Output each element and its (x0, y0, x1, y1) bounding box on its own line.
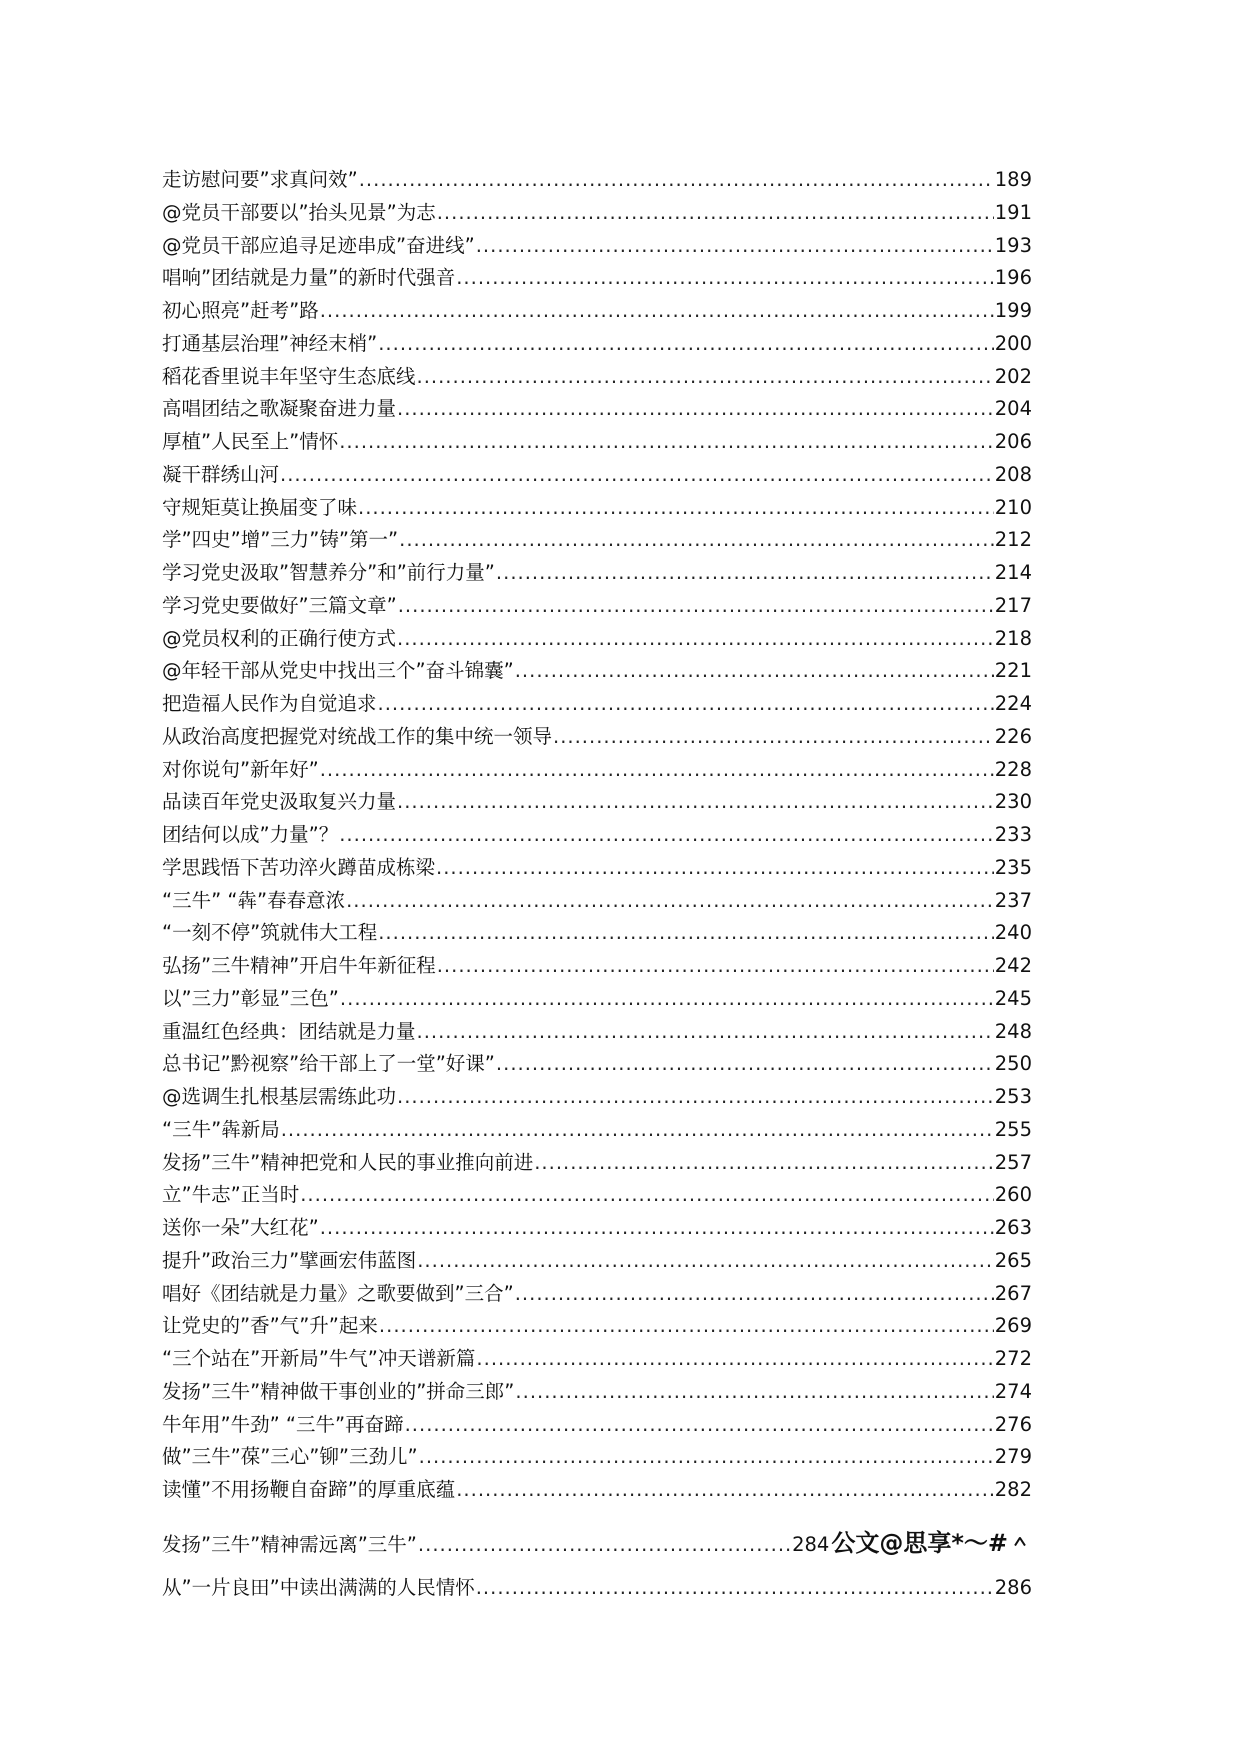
toc-leader-dots (397, 397, 994, 420)
toc-leader-dots (339, 823, 994, 846)
toc-entry-page: 248 (994, 1019, 1032, 1043)
toc-entry-title: 总书记”黔视察”给干部上了一堂”好课” (162, 1052, 495, 1076)
toc-entry[interactable] (162, 197, 1032, 230)
toc-entry-title: 凝干群绣山河 (162, 462, 280, 486)
toc-leader-dots (436, 856, 994, 879)
toc-leader-dots (456, 1478, 994, 1501)
toc-entry-page: 282 (994, 1478, 1032, 1501)
toc-leader-dots (300, 1183, 994, 1206)
toc-entry-page: 267 (994, 1281, 1032, 1305)
toc-entry-title: 从”一片良田”中读出满满的人民情怀 (162, 1575, 475, 1599)
toc-entry-title: 弘扬”三牛精神”开启牛年新征程 (162, 954, 436, 977)
toc-entry[interactable] (162, 459, 1032, 492)
toc-entry-page: 233 (994, 823, 1032, 846)
toc-entry[interactable] (162, 1147, 1032, 1180)
toc-entry[interactable] (162, 950, 1032, 983)
toc-entry-title: 团结何以成”力量”？ (162, 823, 339, 846)
toc-entry-title: 唱响”团结就是力量”的新时代强音 (162, 266, 456, 290)
toc-entry-title: 发扬”三牛”精神把党和人民的事业推向前进 (162, 1150, 534, 1174)
toc-leader-dots (379, 1314, 994, 1337)
toc-entry-title: “一刻不停”筑就伟大工程 (162, 921, 378, 945)
toc-entry-page: 265 (994, 1248, 1032, 1272)
toc-entry[interactable] (162, 688, 1032, 721)
toc-entry-page: 191 (994, 200, 1032, 224)
toc-entry-page: 263 (994, 1216, 1032, 1239)
toc-entry[interactable] (162, 1114, 1032, 1147)
toc-entry-page: 257 (994, 1150, 1032, 1174)
toc-entry-page: 269 (994, 1314, 1032, 1338)
toc-entry-title: 牛年用”牛劲” “三牛”再奋蹄 (162, 1412, 404, 1436)
toc-entry[interactable] (162, 590, 1032, 623)
toc-entry-title: 把造福人民作为自觉追求 (162, 692, 377, 715)
toc-entry[interactable] (162, 262, 1032, 295)
toc-entry[interactable] (162, 1310, 1032, 1343)
toc-entry[interactable] (162, 819, 1032, 852)
toc-entry[interactable] (162, 361, 1032, 394)
toc-leader-dots (437, 954, 994, 977)
toc-entry-title: 发扬”三牛”精神需远离”三牛” (162, 1532, 417, 1556)
toc-entry-page: 274 (994, 1379, 1032, 1403)
toc-leader-dots (281, 1118, 994, 1141)
toc-entry[interactable] (162, 786, 1032, 819)
toc-entry-title: 重温红色经典：团结就是力量 (162, 1019, 416, 1043)
toc-leader-dots (320, 299, 994, 322)
toc-leader-dots (397, 790, 994, 813)
toc-entry[interactable] (162, 655, 1032, 688)
toc-entry-title: “三牛”犇新局 (162, 1117, 280, 1141)
toc-entry-page: 206 (994, 430, 1032, 453)
toc-entry-page: 279 (994, 1445, 1032, 1469)
toc-leader-dots (378, 692, 994, 715)
toc-entry[interactable] (162, 1081, 1032, 1114)
toc-entry-page: 255 (994, 1117, 1032, 1141)
toc-entry[interactable] (162, 230, 1032, 263)
toc-leader-dots (419, 1445, 994, 1468)
toc-entry-page: 217 (994, 593, 1032, 617)
toc-entry-page: 240 (994, 921, 1032, 945)
toc-entry-title: 对你说句”新年好” (162, 757, 319, 781)
toc-entry[interactable] (162, 623, 1032, 656)
toc-entry-page: 199 (994, 299, 1032, 322)
toc-entry-title: 提升”政治三力”擘画宏伟蓝图 (162, 1248, 417, 1272)
toc-leader-dots (456, 266, 994, 289)
toc-entry[interactable] (162, 917, 1032, 950)
toc-entry-title: “三个站在”开新局”牛气”冲天谱新篇 (162, 1347, 476, 1370)
toc-entry[interactable] (162, 1572, 1032, 1605)
toc-entry[interactable] (162, 721, 1032, 754)
toc-entry-page: 228 (994, 757, 1032, 781)
toc-entry[interactable] (162, 1343, 1032, 1376)
toc-entry[interactable] (162, 885, 1032, 918)
toc-leader-dots (417, 1249, 994, 1272)
toc-entry-page: 253 (994, 1085, 1032, 1108)
toc-leader-dots (378, 332, 994, 355)
toc-entry-title: 让党史的”香”气”升”起来 (162, 1314, 378, 1338)
toc-leader-dots (359, 168, 994, 191)
toc-leader-dots (378, 921, 994, 944)
toc-entry[interactable] (162, 1212, 1032, 1245)
toc-entry-page: 276 (994, 1412, 1032, 1436)
toc-entry[interactable] (162, 1245, 1032, 1278)
toc-entry-title: 以”三力”彰显”三色” (162, 986, 339, 1010)
toc-entry[interactable] (162, 852, 1032, 885)
toc-leader-dots (553, 725, 994, 748)
toc-leader-dots (346, 889, 994, 912)
toc-leader-dots (399, 528, 994, 551)
toc-entry-page: 235 (994, 855, 1032, 879)
toc-leader-dots (534, 1151, 994, 1174)
toc-entry-title: @党员干部应追寻足迹串成”奋进线” (162, 233, 475, 257)
toc-entry-title: 守规矩莫让换届变了味 (162, 495, 358, 519)
toc-entry-page: 245 (994, 986, 1032, 1010)
toc-entry[interactable] (162, 1278, 1032, 1311)
toc-entry-title: 初心照亮”赶考”路 (162, 299, 319, 322)
toc-entry[interactable] (162, 1048, 1032, 1081)
toc-leader-dots (515, 1380, 993, 1403)
toc-entry-page: 237 (994, 888, 1032, 912)
toc-leader-dots (476, 1347, 993, 1370)
toc-leader-dots (417, 365, 994, 388)
toc-entry[interactable] (162, 1016, 1032, 1049)
toc-entry[interactable] (162, 426, 1032, 459)
toc-entry[interactable] (162, 983, 1032, 1016)
toc-entry-page: 214 (994, 561, 1032, 584)
toc-entry-page: 224 (994, 692, 1032, 715)
toc-entry[interactable] (162, 328, 1032, 361)
toc-entry[interactable] (162, 1523, 1032, 1556)
toc-entry-title: 学习党史要做好”三篇文章” (162, 593, 397, 617)
toc-entry-title: @党员干部要以”抬头见景”为志 (162, 200, 436, 224)
toc-entry-page: 208 (994, 462, 1032, 486)
toc-entry-title: 立”牛志”正当时 (162, 1183, 300, 1207)
toc-entry-page: 250 (994, 1052, 1032, 1076)
toc-leader-dots (358, 496, 994, 519)
toc-entry[interactable] (162, 1376, 1032, 1409)
toc-leader-dots (397, 1085, 994, 1108)
toc-entry-page: 204 (994, 397, 1032, 421)
toc-entry-page: 286 (994, 1575, 1032, 1599)
toc-entry-page: 284 (792, 1532, 830, 1556)
toc-entry-page: 196 (994, 266, 1032, 290)
toc-entry[interactable] (162, 1441, 1032, 1474)
table-of-contents (162, 164, 1032, 1604)
toc-leader-dots (340, 987, 994, 1010)
toc-entry-page: 218 (994, 626, 1032, 650)
toc-entry-title: 稻花香里说丰年坚守生态底线 (162, 364, 416, 388)
toc-entry-title: 学”四史”增”三力”铸”第一” (162, 528, 399, 552)
toc-leader-dots (339, 430, 994, 453)
toc-leader-dots (405, 1413, 994, 1436)
toc-entry[interactable] (162, 754, 1032, 787)
toc-entry-page: 193 (994, 233, 1032, 257)
toc-entry-page: 210 (994, 495, 1032, 519)
toc-entry-title: “三牛” “犇”春春意浓 (162, 888, 346, 912)
toc-entry-title: 厚植”人民至上”情怀 (162, 430, 339, 453)
toc-entry-title: 打通基层治理”神经末梢” (162, 331, 378, 355)
toc-entry-title: 读懂”不用扬鞭自奋蹄”的厚重底蕴 (162, 1478, 456, 1501)
toc-entry[interactable] (162, 295, 1032, 328)
toc-entry-page: 242 (994, 954, 1032, 977)
toc-leader-dots (398, 594, 994, 617)
toc-leader-dots (417, 1020, 994, 1043)
toc-entry-page: 189 (994, 168, 1032, 191)
toc-entry-title: 唱好《团结就是力量》之歌要做到”三合” (162, 1281, 514, 1305)
toc-entry-title: 学思践悟下苦功淬火蹲苗成栋梁 (162, 855, 436, 879)
toc-leader-dots (280, 463, 994, 486)
toc-leader-dots (496, 1052, 994, 1075)
toc-leader-dots (418, 1533, 791, 1556)
toc-leader-dots (515, 1282, 994, 1305)
toc-entry-page: 260 (994, 1183, 1032, 1207)
toc-entry-title: 高唱团结之歌凝聚奋进力量 (162, 397, 397, 421)
toc-entry-title: @党员权利的正确行使方式 (162, 626, 397, 650)
toc-entry-title: @选调生扎根基层需练此功 (162, 1085, 397, 1108)
toc-entry-title: 从政治高度把握党对统战工作的集中统一领导 (162, 724, 553, 748)
toc-entry-title: 做”三牛”葆”三心”铆”三劲儿” (162, 1445, 418, 1469)
toc-leader-dots (320, 1216, 994, 1239)
toc-entry-title: 走访慰问要”求真问效” (162, 168, 358, 191)
toc-leader-dots (515, 659, 994, 682)
toc-entry-page: 202 (994, 364, 1032, 388)
toc-leader-dots (476, 234, 994, 257)
toc-entry[interactable] (162, 1179, 1032, 1212)
toc-entry[interactable] (162, 557, 1032, 590)
toc-entry-title: 学习党史汲取”智慧养分”和”前行力量” (162, 561, 495, 584)
toc-entry-title: 品读百年党史汲取复兴力量 (162, 790, 397, 814)
toc-entry-page: 212 (994, 528, 1032, 552)
toc-entry-title: 发扬”三牛”精神做干事创业的”拼命三郎” (162, 1379, 515, 1403)
toc-entry-title: 送你一朵”大红花” (162, 1216, 319, 1239)
toc-entry-title: @年轻干部从党史中找出三个”奋斗锦囊” (162, 659, 514, 683)
toc-entry[interactable] (162, 164, 1032, 197)
toc-entry[interactable] (162, 393, 1032, 426)
toc-entry-page: 230 (994, 790, 1032, 814)
toc-entry[interactable] (162, 1474, 1032, 1507)
toc-entry-page: 226 (994, 724, 1032, 748)
toc-entry-page: 200 (994, 331, 1032, 355)
toc-leader-dots (437, 201, 994, 224)
toc-leader-dots (496, 561, 994, 584)
toc-leader-dots (397, 627, 994, 650)
watermark-text: 公文@思享*～#＾ (831, 1528, 1032, 1557)
toc-leader-dots (476, 1576, 994, 1599)
toc-entry[interactable] (162, 492, 1032, 525)
toc-entry[interactable] (162, 1409, 1032, 1442)
toc-entry-page: 221 (994, 659, 1032, 683)
toc-entry-page: 272 (994, 1347, 1032, 1370)
toc-leader-dots (320, 758, 994, 781)
toc-entry[interactable] (162, 524, 1032, 557)
